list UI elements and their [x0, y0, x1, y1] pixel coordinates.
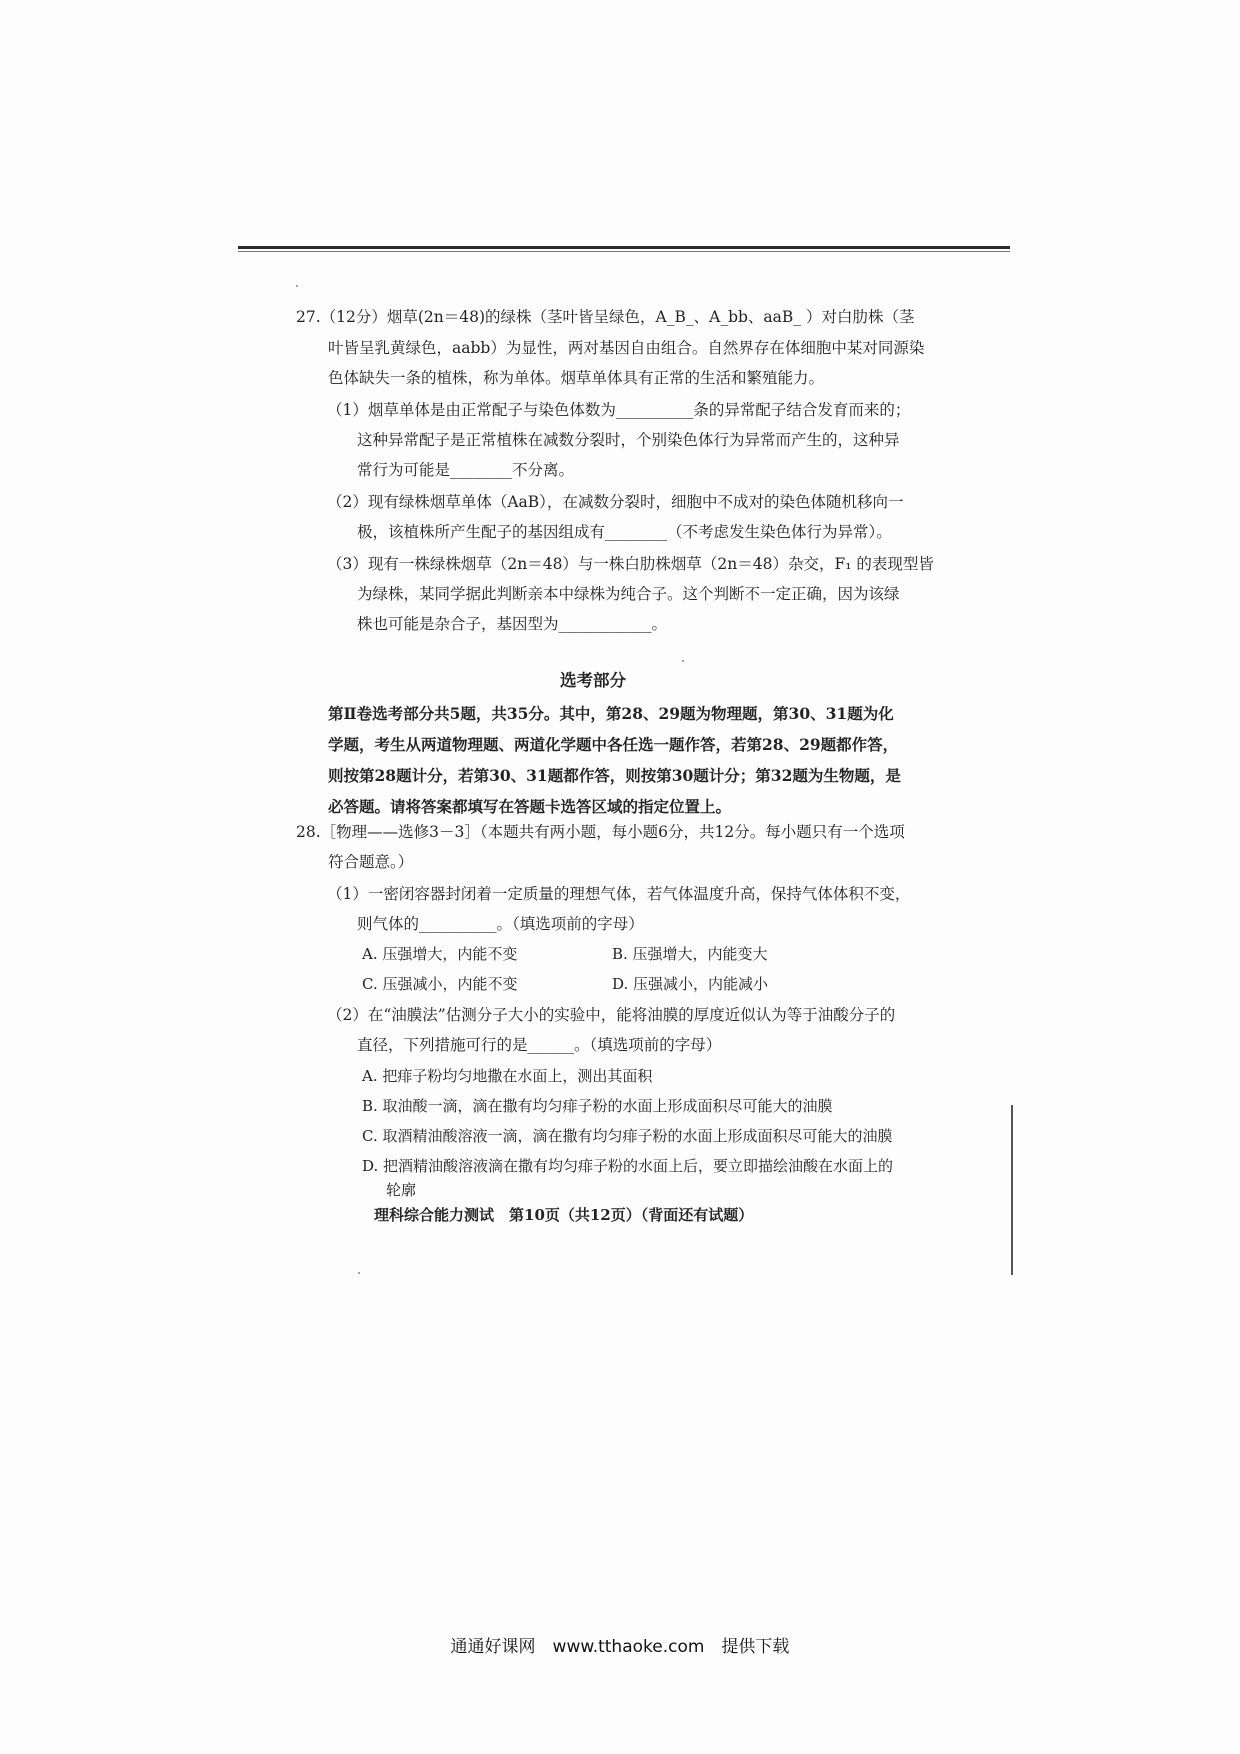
q28-sub1-line1: （1）一密闭容器封闭着一定质量的理想气体，若气体温度升高，保持气体体积不变，: [327, 885, 911, 903]
q28-sub1-option-d: D. 压强减小，内能减小: [612, 975, 769, 993]
scan-speck: [358, 1272, 360, 1274]
q28-sub2-line1: （2）在“油膜法”估测分子大小的实验中，能将油膜的厚度近似认为等于油酸分子的: [327, 1006, 896, 1024]
header-rule: [238, 246, 1010, 249]
source-watermark: 通通好课网 www.tthaoke.com 提供下载: [450, 1637, 790, 1657]
q28-sub2-option-d-line1: D. 把酒精油酸溶液滴在撒有均匀痱子粉的水面上后，要立即描绘油酸在水面上的: [362, 1157, 894, 1175]
q28-stem-line1: 28.［物理——选修3－3］（本题共有两小题，每小题6分，共12分。每小题只有一个选项: [296, 823, 905, 841]
q27-sub2-line2: 极，该植株所产生配子的基因组成有________（不考虑发生染色体行为异常）。: [357, 523, 892, 541]
q28-sub2-option-c: C. 取酒精油酸溶液一滴，滴在撒有均匀痱子粉的水面上形成面积尽可能大的油膜: [362, 1127, 893, 1145]
q27-stem-line1: 27.（12分）烟草(2n＝48)的绿株（茎叶皆呈绿色，A_B_、A_bb、aaB_ ）对白肋株（茎: [296, 308, 915, 326]
page-footer: 理科综合能力测试 第10页（共12页）（背面还有试题）: [374, 1206, 754, 1224]
q27-sub3-line1: （3）现有一株绿株烟草（2n＝48）与一株白肋株烟草（2n＝48）杂交，F₁ 的表现型皆: [327, 555, 934, 573]
scan-edge-line: [1011, 1105, 1013, 1275]
q27-sub1-line2: 这种异常配子是正常植株在减数分裂时，个别染色体行为异常而产生的，这种异: [357, 431, 900, 449]
q28-sub2-option-d-line2: 轮廓: [386, 1181, 417, 1199]
q28-sub1-option-a: A. 压强增大，内能不变: [362, 945, 518, 963]
q28-stem-line2: 符合题意。）: [328, 853, 414, 871]
section-intro: 第Ⅱ卷选考部分共5题，共35分。其中，第28、29题为物理题，第30、31题为化学题，考生从两道物理题、两道化学题中各任选一题作答，若第28、29题都作答，则按第28题计分，若第30、31题都作答，则按第30题计分；第32题为生物题，是必答题。请将答案都填写在答题卡选答区域的指定位置上。: [328, 704, 901, 816]
q28-sub1-option-b: B. 压强增大，内能变大: [612, 945, 768, 963]
scan-speck: [296, 285, 298, 287]
header-rule-thin: [238, 251, 1010, 252]
section-title: 选考部分: [560, 671, 626, 690]
q28-sub2-option-a: A. 把痱子粉均匀地撒在水面上，测出其面积: [362, 1067, 653, 1085]
q27-sub3-line3: 株也可能是杂合子，基因型为____________。: [357, 615, 668, 633]
scan-speck: [682, 660, 684, 662]
q27-sub1-line1: （1）烟草单体是由正常配子与染色体数为__________条的异常配子结合发育而来的；: [327, 401, 911, 419]
q27-sub2-line1: （2）现有绿株烟草单体（AaB），在减数分裂时，细胞中不成对的染色体随机移向一: [327, 493, 904, 511]
q28-sub2-option-b: B. 取油酸一滴，滴在撒有均匀痱子粉的水面上形成面积尽可能大的油膜: [362, 1097, 833, 1115]
q28-sub1-line2: 则气体的__________。（填选项前的字母）: [357, 915, 644, 933]
q28-sub1-option-c: C. 压强减小，内能不变: [362, 975, 518, 993]
q27-sub1-line3: 常行为可能是________不分离。: [357, 461, 575, 479]
q27-stem-line2: 叶皆呈乳黄绿色，aabb）为显性，两对基因自由组合。自然界存在体细胞中某对同源染: [328, 339, 925, 357]
q27-stem-line3: 色体缺失一条的植株，称为单体。烟草单体具有正常的生活和繁殖能力。: [328, 369, 825, 387]
q27-sub3-line2: 为绿株，某同学据此判断亲本中绿株为纯合子。这个判断不一定正确，因为该绿: [357, 585, 900, 603]
q28-sub2-line2: 直径，下列措施可行的是______。（填选项前的字母）: [357, 1036, 722, 1054]
